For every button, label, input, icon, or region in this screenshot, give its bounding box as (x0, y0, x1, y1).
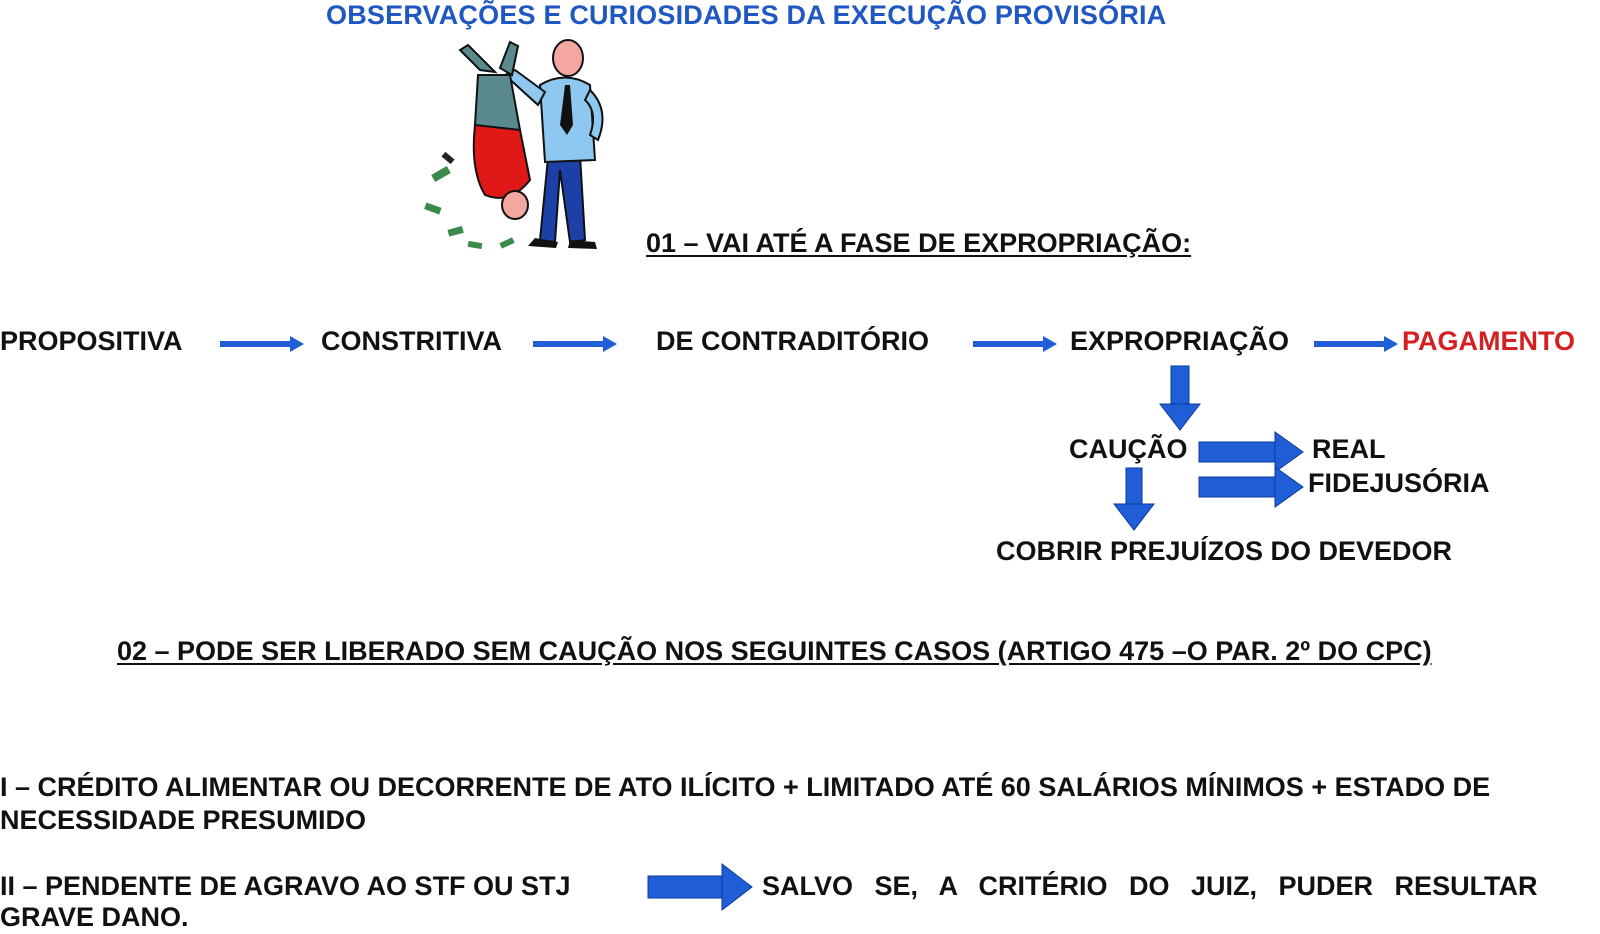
arrow-right-icon (1199, 467, 1303, 507)
caucao-type-real: REAL (1312, 434, 1386, 464)
caucao-purpose: COBRIR PREJUÍZOS DO DEVEDOR (996, 536, 1453, 566)
arrow-right-icon (648, 864, 752, 910)
caucao-type-fidejusoria: FIDEJUSÓRIA (1308, 468, 1490, 498)
flow-step-pagamento: PAGAMENTO (1402, 326, 1576, 356)
caucao-label: CAUÇÃO (1069, 434, 1188, 464)
item-2-left: II – PENDENTE DE AGRAVO AO STF OU STJ (0, 871, 571, 901)
flow-step-contraditorio: DE CONTRADITÓRIO (656, 326, 929, 356)
page-title: OBSERVAÇÕES E CURIOSIDADES DA EXECUÇÃO PROVISÓRIA (326, 0, 1167, 30)
section-1-heading: 01 – VAI ATÉ A FASE DE EXPROPRIAÇÃO: (646, 228, 1192, 258)
arrow-right-icon (1314, 336, 1398, 352)
arrow-down-icon (1114, 468, 1154, 530)
item-1-line-1: I – CRÉDITO ALIMENTAR OU DECORRENTE DE ATO ILÍCITO + LIMITADO ATÉ 60 SALÁRIOS MÍNIMOS + ESTADO DE (0, 772, 1491, 802)
section-2-heading: 02 – PODE SER LIBERADO SEM CAUÇÃO NOS SEGUINTES CASOS (ARTIGO 475 –O PAR. 2º DO CPC) (117, 636, 1432, 666)
flow-step-constritiva: CONSTRITIVA (321, 326, 502, 356)
flow-step-propositiva: PROPOSITIVA (0, 326, 183, 356)
item-2-right: SALVO SE, A CRITÉRIO DO JUIZ, PUDER RESULTAR (762, 871, 1538, 901)
flow-step-expropriacao: EXPROPRIAÇÃO (1070, 326, 1290, 356)
item-1-line-2: NECESSIDADE PRESUMIDO (0, 805, 367, 835)
arrow-down-icon (1160, 366, 1200, 430)
arrow-right-icon (220, 336, 304, 352)
arrow-right-icon (1199, 432, 1303, 472)
businessman-shaking-upside-down-man-icon (420, 30, 630, 255)
arrow-right-icon (973, 336, 1057, 352)
arrow-right-icon (533, 336, 617, 352)
item-2-line-2: GRAVE DANO. (0, 902, 189, 932)
